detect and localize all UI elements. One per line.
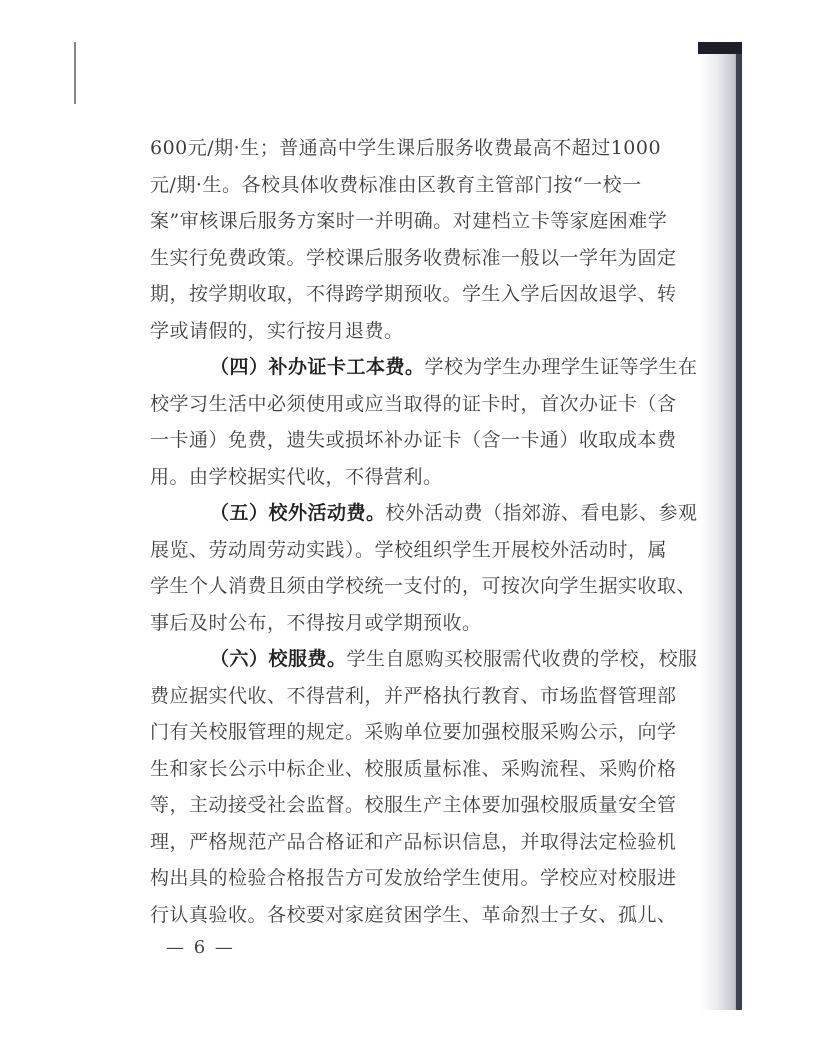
right-page-edge — [736, 42, 742, 1010]
section-heading-4: （四）补办证卡工本费。 — [210, 356, 425, 378]
page-number: — 6 — — [166, 937, 235, 958]
text-line: 一卡通）免费，遗失或损坏补办证卡（含一卡通）收取成本费 — [150, 429, 677, 451]
text-line: 学生个人消费且须由学校统一支付的，可按次向学生据实收取、 — [150, 575, 697, 597]
text-line: 理，严格规范产品合格证和产品标识信息，并取得法定检验机 — [150, 830, 677, 853]
section-heading-5: （五）校外活动费。 — [210, 502, 386, 524]
right-top-corner-bar — [698, 42, 742, 54]
text-line: 事后及时公布，不得按月或学期预收。 — [150, 611, 482, 634]
section-heading-6: （六）校服费。 — [210, 648, 347, 670]
paragraph-line-6: （六）校服费。学生自愿购买校服需代收费的学校，校服 — [210, 648, 698, 670]
text-line: 行认真验收。各校要对家庭贫困学生、革命烈士子女、孤儿、 — [150, 903, 677, 926]
text-line: 生和家长公示中标企业、校服质量标准、采购流程、采购价格 — [150, 757, 677, 780]
left-binding-mark — [74, 42, 76, 104]
text-line: 生实行免费政策。学校课后服务收费标准一般以一学年为固定 — [150, 246, 677, 269]
text-line: 案”审核课后服务方案时一并明确。对建档立卡等家庭困难学 — [150, 210, 668, 232]
text-line: 费应据实代收、不得营利，并严格执行教育、市场监督管理部 — [150, 684, 677, 707]
text-line: 600元/期·生；普通高中学生课后服务收费最高不超过1000 — [150, 137, 662, 159]
text-line: 门有关校服管理的规定。采购单位要加强校服采购公示，向学 — [150, 721, 677, 743]
document-body — [150, 130, 710, 933]
text-line: 学或请假的，实行按月退费。 — [150, 319, 404, 342]
paragraph-line-5: （五）校外活动费。校外活动费（指郊游、看电影、参观 — [210, 502, 698, 524]
paragraph-line-4: （四）补办证卡工本费。学校为学生办理学生证等学生在 — [210, 356, 698, 378]
text-line: 元/期·生。各校具体收费标准由区教育主管部门按“一校一 — [150, 173, 642, 196]
text-line: 展览、劳动周劳动实践）。学校组织学生开展校外活动时，属 — [150, 538, 668, 561]
text-line: 构出具的检验合格报告方可发放给学生使用。学校应对校服进 — [150, 867, 677, 889]
text-line: 等，主动接受社会监督。校服生产主体要加强校服质量安全管 — [150, 794, 677, 816]
text-line: 校学习生活中必须使用或应当取得的证卡时，首次办证卡（含 — [150, 392, 677, 415]
text-line: 期，按学期收取，不得跨学期预收。学生入学后因故退学、转 — [150, 283, 677, 305]
text-line: 用。由学校据实代收，不得营利。 — [150, 465, 443, 488]
